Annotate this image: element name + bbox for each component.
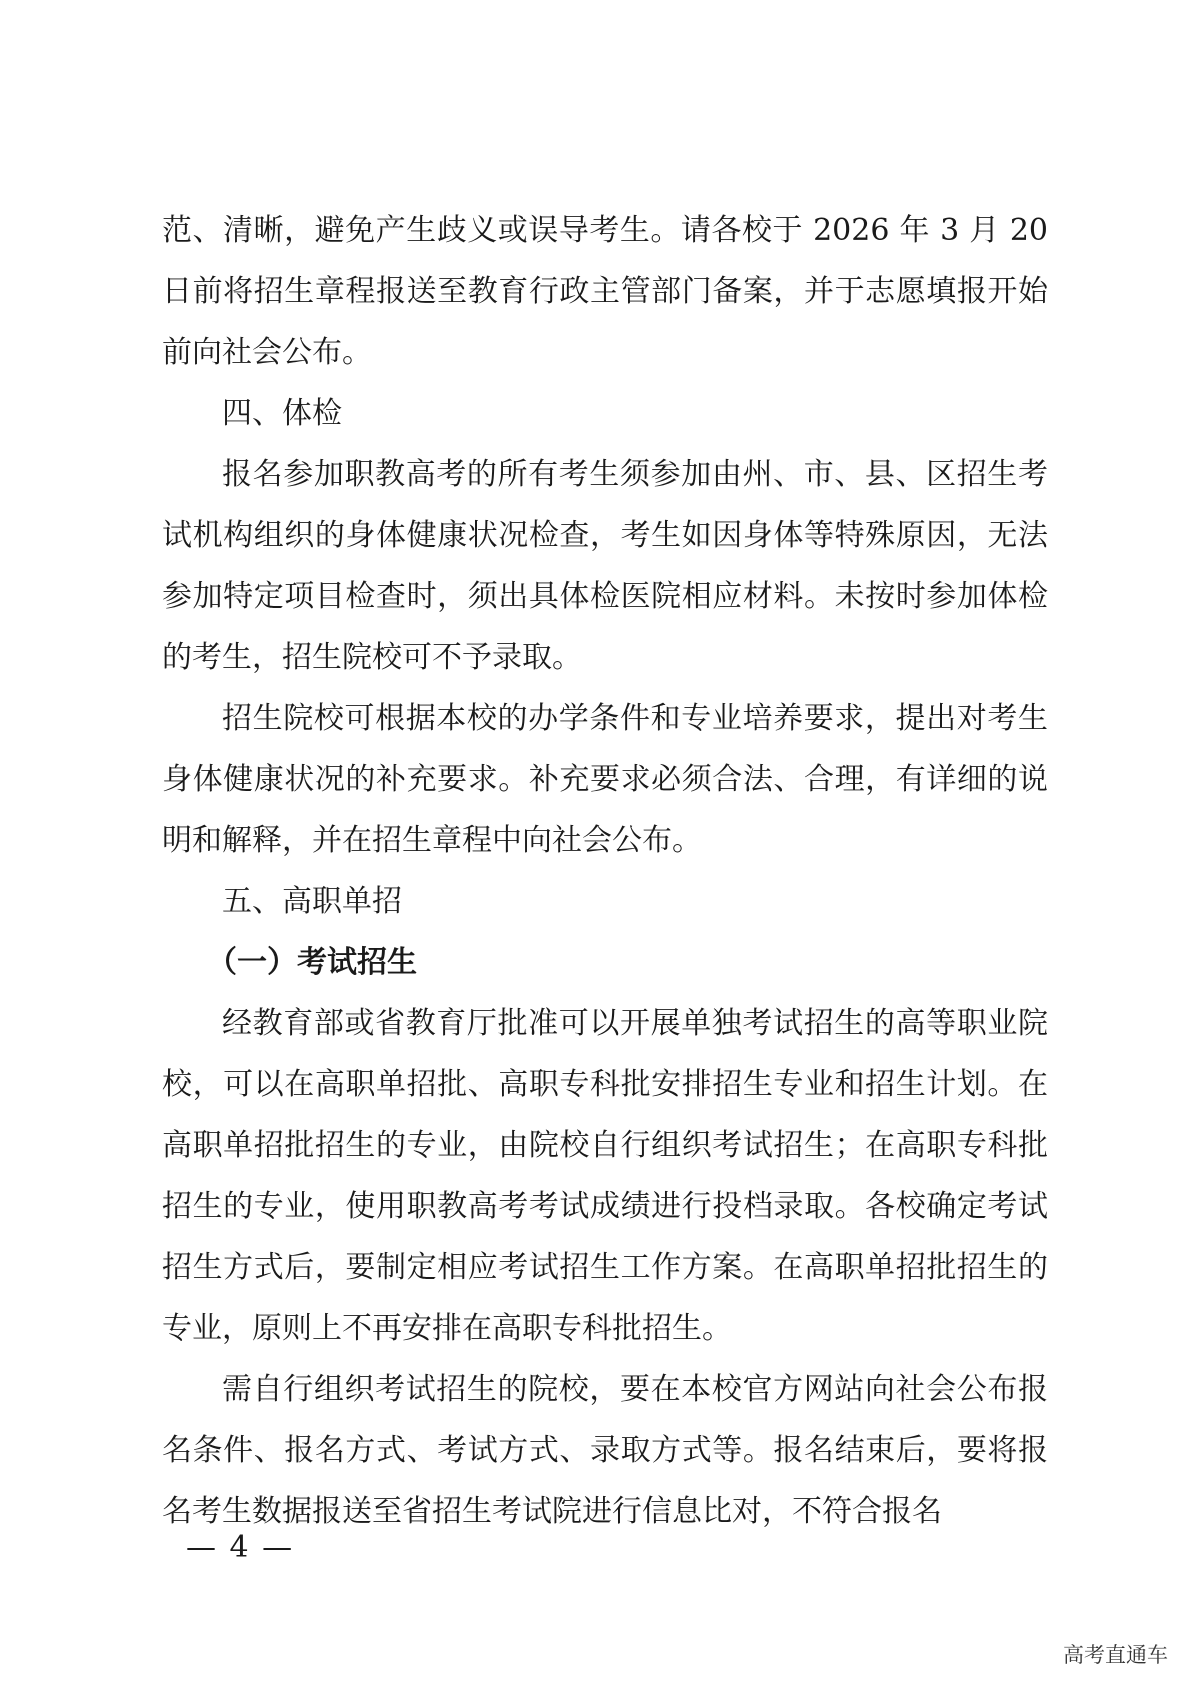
page-number: — 4 — [186, 1530, 295, 1565]
paragraph: 招生院校可根据本校的办学条件和专业培养要求，提出对考生身体健康状况的补充要求。补充要求必须合法、合理，有详细的说明和解释，并在招生章程中向社会公布。 [162, 701, 1048, 858]
section-heading-vocational-admission: 五、高职单招 [222, 884, 402, 919]
section-heading-physical-exam: 四、体检 [222, 396, 342, 431]
paragraph-continuation: 范、清晰，避免产生歧义或误导考生。请各校于 2026 年 3 月 20 日前将招生章程报送至教育行政主管部门备案，并于志愿填报开始前向社会公布。 [162, 213, 1048, 370]
paragraph: 需自行组织考试招生的院校，要在本校官方网站向社会公布报名条件、报名方式、考试方式、录取方式等。报名结束后，要将报名考生数据报送至省招生考试院进行信息比对，不符合报名 [162, 1372, 1048, 1529]
paragraph: 报名参加职教高考的所有考生须参加由州、市、县、区招生考试机构组织的身体健康状况检查，考生如因身体等特殊原因，无法参加特定项目检查时，须出具体检医院相应材料。未按时参加体检的考生，招生院校可不予录取。 [162, 457, 1048, 675]
subsection-heading-exam-admission: （一）考试招生 [207, 945, 417, 980]
document-body [162, 200, 1048, 1542]
paragraph: 经教育部或省教育厅批准可以开展单独考试招生的高等职业院校，可以在高职单招批、高职专科批安排招生专业和招生计划。在高职单招批招生的专业，由院校自行组织考试招生；在高职专科批招生的专业，使用职教高考考试成绩进行投档录取。各校确定考试招生方式后，要制定相应考试招生工作方案。在高职单招批招生的专业，原则上不再安排在高职专科批招生。 [162, 1006, 1048, 1346]
watermark-text: 高考直通车 [1063, 1643, 1168, 1667]
